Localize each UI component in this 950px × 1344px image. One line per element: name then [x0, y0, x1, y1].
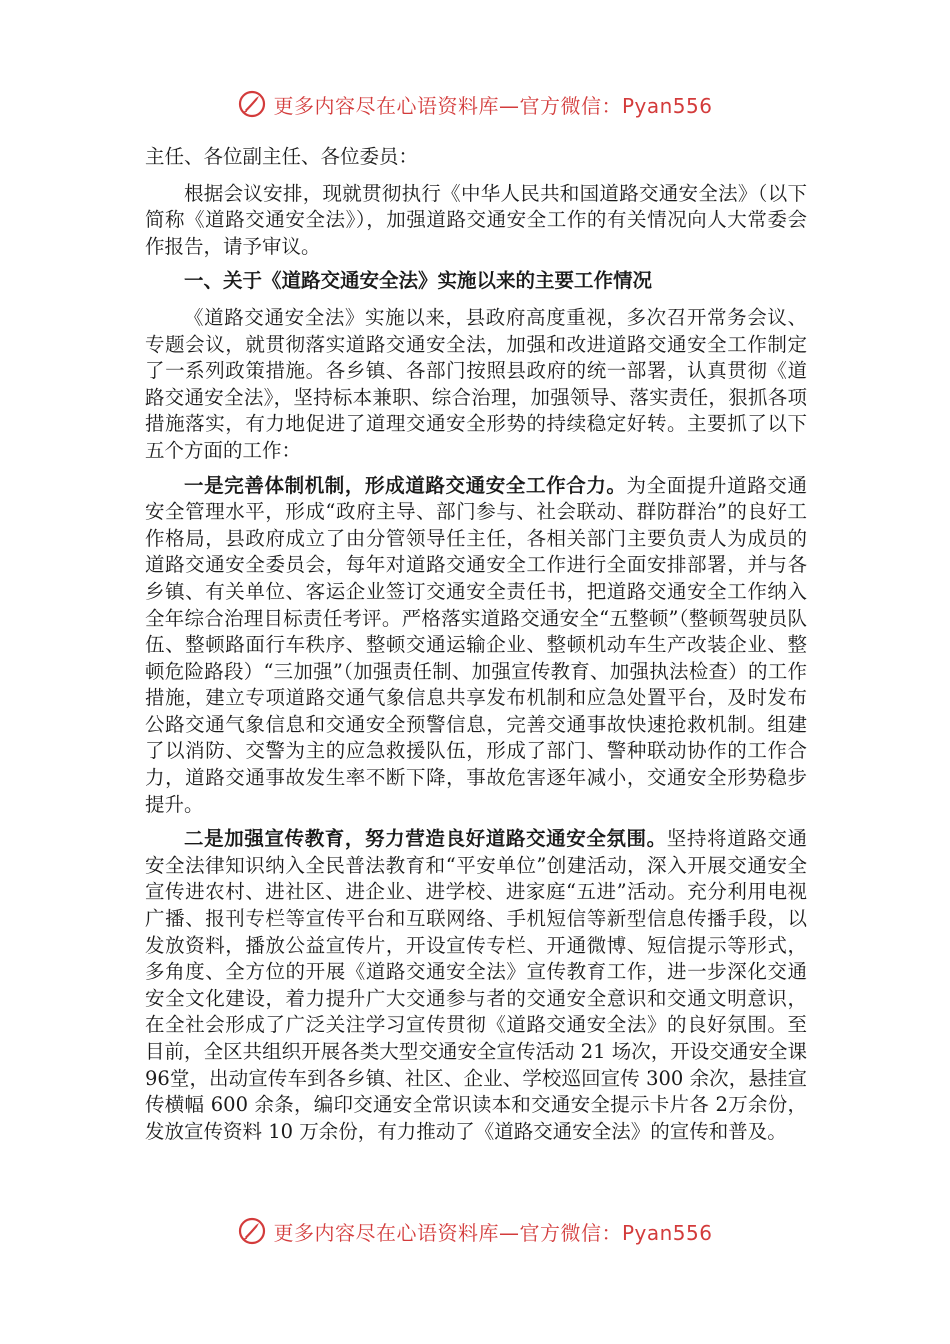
point-one-body: 为全面提升道路交通安全管理水平，形成“政府主导、部门参与、社会联动、群防群治”的良好工作格局，县政府成立了由分管领导任主任，各相关部门主要负责人为成员的道路交通安全委员会，每年对道路交通安全工作进行全面安排部署，并与各乡镇、有关单位、客运企业签订交通安全责任书，把道路交通安全工作纳入全年综合治理目标责任考评。严格落实道路交通安全“五整顿”（整顿驾驶员队伍、整顿路面行车秩序、整顿交通运输企业、整顿机动车生产改装企业、整顿危险路段）“三加强”（加强责任制、加强宣传教育、加强执法检查）的工作措施，建立专项道路交通气象信息共享发布机制和应急处置平台，及时发布公路交通气象信息和交通安全预警信息，完善交通事故快速抢救机制。组建了以消防、交警为主的应急救援队伍，形成了部门、警种联动协作的工作合力，道路交通事故发生率不断下降，事故危害逐年减小，交通安全形势稳步提升。 [145, 473, 807, 816]
watermark-banner-top [0, 84, 950, 124]
brush-logo-icon [237, 1216, 267, 1246]
point-one-paragraph [145, 473, 807, 819]
point-one-lead: 一是完善体制机制，形成道路交通安全工作合力。 [184, 473, 627, 497]
point-two-paragraph [145, 826, 807, 1145]
intro-paragraph: 根据会议安排，现就贯彻执行《中华人民共和国道路交通安全法》（以下简称《道路交通安全法》），加强道路交通安全工作的有关情况向人大常委会作报告，请予审议。 [145, 181, 807, 258]
point-two-body: 坚持将道路交通安全法律知识纳入全民普法教育和“平安单位”创建活动，深入开展交通安全宣传进农村、进社区、进企业、进学校、进家庭“五进”活动。充分利用电视广播、报刊专栏等宣传平台和互联网络、手机短信等新型信息传播手段，以发放资料，播放公益宣传片，开设宣传专栏、开通微博、短信提示等形式，多角度、全方位的开展《道路交通安全法》宣传教育工作，进一步深化交通安全文化建设，着力提升广大交通参与者的交通安全意识和交通文明意识，在全社会形成了广泛关注学习宣传贯彻《道路交通安全法》的良好氛围。至目前，全区共组织开展各类大型交通安全宣传活动 21 场次，开设交通安全课 96堂，出动宣传车到各乡镇、社区、企业、学校巡回宣传 300 余次，悬挂宣传横幅 600 余条，编印交通安全常识读本和交通安全提示卡片各 2万余份，发放宣传资料 10 万余份，有力推动了《道路交通安全法》的宣传和普及。 [145, 827, 807, 1143]
watermark-banner-bottom [0, 1211, 950, 1251]
section-paragraph: 《道路交通安全法》实施以来，县政府高度重视，多次召开常务会议、专题会议，就贯彻落实道路交通安全法，加强和改进道路交通安全工作制定了一系列政策措施。各乡镇、各部门按照县政府的统一部署，认真贯彻《道路交通安全法》，坚持标本兼职、综合治理，加强领导、落实责任，狠抓各项措施落实，有力地促进了道理交通安全形势的持续稳定好转。主要抓了以下五个方面的工作： [145, 305, 807, 462]
document-body [145, 144, 807, 1153]
salutation: 主任、各位副主任、各位委员： [145, 145, 419, 168]
watermark-text: 更多内容尽在心语资料库—官方微信：Pyan556 [273, 93, 713, 118]
watermark-text: 更多内容尽在心语资料库—官方微信：Pyan556 [273, 1220, 713, 1245]
section-heading: 一、关于《道路交通安全法》实施以来的主要工作情况 [184, 269, 653, 293]
point-two-lead: 二是加强宣传教育，努力营造良好道路交通安全氛围。 [184, 827, 667, 851]
brush-logo-icon [237, 89, 267, 119]
